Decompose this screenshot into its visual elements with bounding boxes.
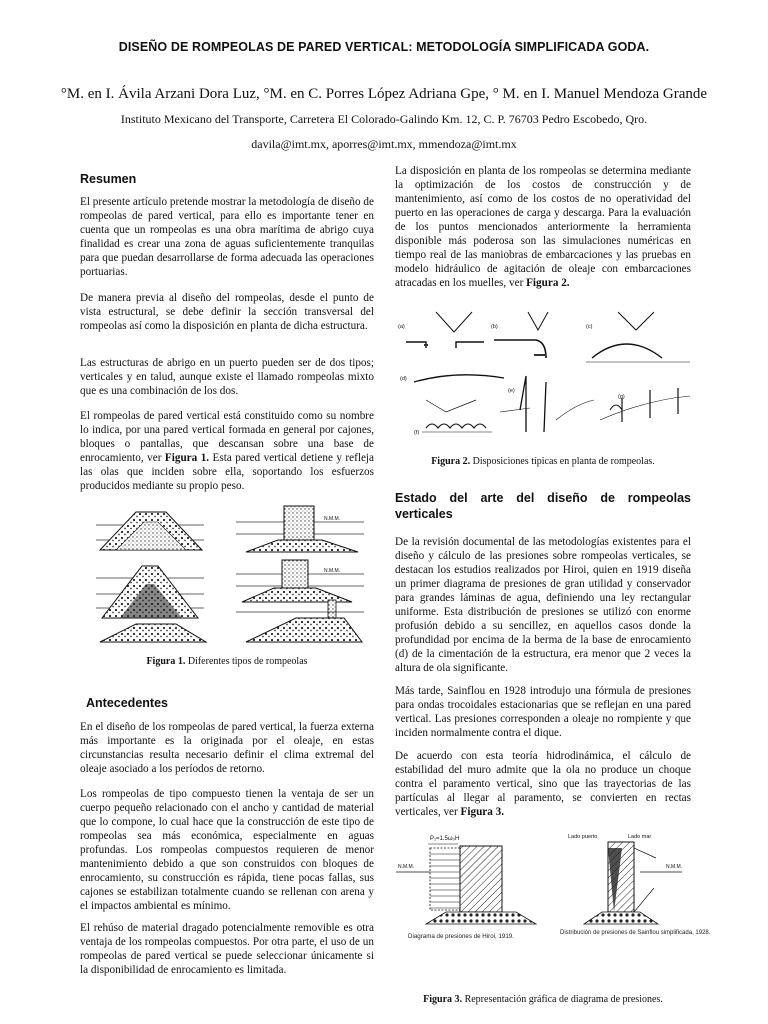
resumen-paragraph-3: Las estructuras de abrigo en un puerto pueden ser de dos tipos; verticales y en talud, aunque existe el llamado rompeolas mixto que es una combinación de los dos. (80, 357, 374, 397)
resumen-paragraph-4 (80, 409, 374, 493)
antecedentes-paragraph-3: El rehúso de material dragado potencialmente removible es otra ventaja de los rompeolas compuestos. Por otra parte, el uso de un rompeolas de pared vertical se puede seleccionar únicamente si la disponibilidad de enrocamiento es limitada. (80, 922, 374, 976)
sainflou-pressure-diagram (560, 834, 711, 936)
sainflou-nmm-label: N.M.M. (666, 864, 683, 870)
resumen-heading: Resumen (80, 172, 137, 186)
estado-heading: Estado del arte del diseño de rompeolas verticales (395, 491, 691, 521)
fig2-letter-g: (g) (618, 394, 625, 400)
hiroi-formula: P₁=1.5ω₀H (430, 836, 460, 842)
hiroi-caption: Diagrama de presiones de Hiroi, 1919. (408, 933, 514, 940)
resumen-p4-text-a: El rompeolas de pared vertical está constituido como su nombre lo indica, por una pared vertical formada en general por cajones, bloques o pantallas, que descansan sobre una base de enrocamiento, ver (80, 410, 374, 464)
paper-title: DISEÑO DE ROMPEOLAS DE PARED VERTICAL: METODOLOGÍA SIMPLIFICADA GODA. (118, 40, 650, 54)
figure-3-caption (395, 994, 691, 1005)
estado-paragraph-3 (395, 749, 691, 819)
figure-1-label: Figura 1. (146, 656, 186, 667)
figure-3-reference: Figura 3. (460, 806, 505, 818)
figure-1-caption (80, 656, 374, 667)
figure-2-plan-layouts (396, 300, 692, 446)
hiroi-pressure-diagram (396, 836, 536, 940)
institution: Instituto Mexicano del Transporte, Carretera El Colorado-Galindo Km. 12, C. P. 76703 Pedro Escobedo, Qro. (120, 112, 648, 126)
layout-paragraph (395, 164, 691, 290)
lado-mar-label: Lado mar (628, 834, 652, 840)
fig1-nmm-label-2: N.M.M. (324, 568, 341, 574)
resumen-paragraph-2: De manera previa al diseño del rompeolas, desde el punto de vista estructural, se debe definir la sección transversal del rompeolas así como la disposición en planta de dicha estructura. (80, 292, 374, 332)
figure-3-caption-text: Representación gráfica de diagrama de presiones. (462, 994, 663, 1005)
estado-paragraph-1: De la revisión documental de las metodologías existentes para el diseño y cálculo de las presiones sobre rompeolas verticales, se destacan los estudios realizados por Hiroi, quien en 1919 diseña un primer diagrama de presiones de gran utilidad y conservador para grandes láminas de agua, definiendo una ley rectangular uniforme. Esta distribución de presiones se utilizó con enorme profusión debido a su sencillez, en aquellos casos donde la profundidad por encima de la berma de la base de enrocamiento (d) de la cimentación de la estructura, era menor que 2 veces la altura de ola significante. (395, 536, 691, 674)
estado-p3-text: De acuerdo con esta teoría hidrodinámica, el cálculo de estabilidad del muro admite que la ola no produce un choque contra el paramento vertical, sino que las trayectorias de las partículas al llegar al paramento, se convierten en rectas verticales, ver (395, 750, 691, 818)
figure-3-label: Figura 3. (423, 994, 463, 1005)
figure-2-label: Figura 2. (431, 456, 471, 467)
lado-puerto-label: Lado puerto (568, 834, 598, 840)
rubble-mound-diagram (96, 512, 204, 550)
sainflou-caption (560, 930, 711, 936)
fig2-letter-b: (b) (491, 324, 498, 330)
composite-mound-diagram-1 (96, 566, 204, 618)
sainflou-caption-line: Distribución de presiones de Sainflou simplificada, 1928. (560, 930, 711, 936)
fig2-letter-f: (f) (414, 430, 420, 436)
resumen-paragraph-1: El presente artículo pretende mostrar la metodología de diseño de rompeolas de pared vertical, para ello es importante tener en cuenta que un rompeolas es una obra marítima de abrigo cuya finalidad es crear una zona de aguas suficientemente tranquilas para que puedan desarrollarse de forma adecuada las operaciones portuarias. (80, 196, 374, 278)
fig2-letter-a: (a) (398, 324, 405, 330)
figure-2-reference: Figura 2. (526, 277, 570, 289)
figure-2-caption (395, 456, 691, 467)
antecedentes-paragraph-2: Los rompeolas de tipo compuesto tienen la ventaja de ser un cuerpo pequeño relacionado con el ancho y cantidad de material que lo compone, lo cual hace que la construcción de este tipo de rompeolas sea más económica, especialmente en aguas profundas. Los rompeolas compuestos requieren de menor mantenimiento debido a que son construidos con bloques de enrocamiento, su construcción es rápida, tiene pocas fallas, sus cajones se estabilizan totalmente cuando se rellenan con arena y el impactos ambiental es mínimo. (80, 788, 374, 912)
antecedentes-paragraph-1: En el diseño de los rompeolas de pared vertical, la fuerza externa más importante es la originada por el oleaje, en estas circunstancias resulta necesario definir el clima extremal del oleaje asociado a los períodos de retorno. (80, 721, 374, 775)
layout-paragraph-text: La disposición en planta de los rompeolas se determina mediante la optimización de los costos de construcción y de mantenimiento, así como de los costos de no operatividad del puerto en las operaciones de carga y descarga. Para la evaluación de los puntos mencionados anteriormente la herramienta disponible más poderosa son las simulaciones numéricas en tiempo real de las maniobras de embarcaciones y las pruebas en modelo hidráulico de agitación de oleaje con embarcaciones atracadas en los muelles, ver (395, 165, 691, 289)
figure-2-caption-text: Disposiciones típicas en planta de rompeolas. (470, 456, 655, 467)
fig2-letter-c: (c) (586, 324, 593, 330)
author-emails: davila@imt.mx, aporres@imt.mx, mmendoza@imt.mx (251, 137, 517, 151)
fig1-nmm-label-1: N.M.M. (324, 516, 341, 522)
resumen-p4-text-b: Esta pared vertical detiene y refleja las olas que inciden sobre ella, soportando los esfuerzos producidos mediante su propio peso. (80, 452, 375, 492)
figure-1-reference: Figura 1. (164, 452, 210, 464)
vertical-caisson-diagram (236, 506, 364, 552)
fig2-letter-d: (d) (400, 376, 407, 382)
estado-paragraph-2: Más tarde, Sainflou en 1928 introdujo una fórmula de presiones para ondas trocoidales estacionarias que se reflejan en una pared vertical. Las presiones corresponden a oleaje no rompiente y que inciden normalmente contra el dique. (395, 685, 691, 739)
figure-1-breakwater-types (96, 500, 368, 648)
antecedentes-heading: Antecedentes (86, 696, 168, 710)
hiroi-nmm-label: N.M.M. (398, 864, 415, 870)
figure-1-caption-text: Diferentes tipos de rompeolas (185, 656, 308, 667)
figure-3-pressure-diagrams (396, 828, 711, 950)
author-list: °M. en I. Ávila Arzani Dora Luz, °M. en C. Porres López Adriana Gpe, ° M. en I. Manuel Mendoza Grande (60, 86, 708, 102)
fig2-letter-e: (e) (508, 388, 515, 394)
